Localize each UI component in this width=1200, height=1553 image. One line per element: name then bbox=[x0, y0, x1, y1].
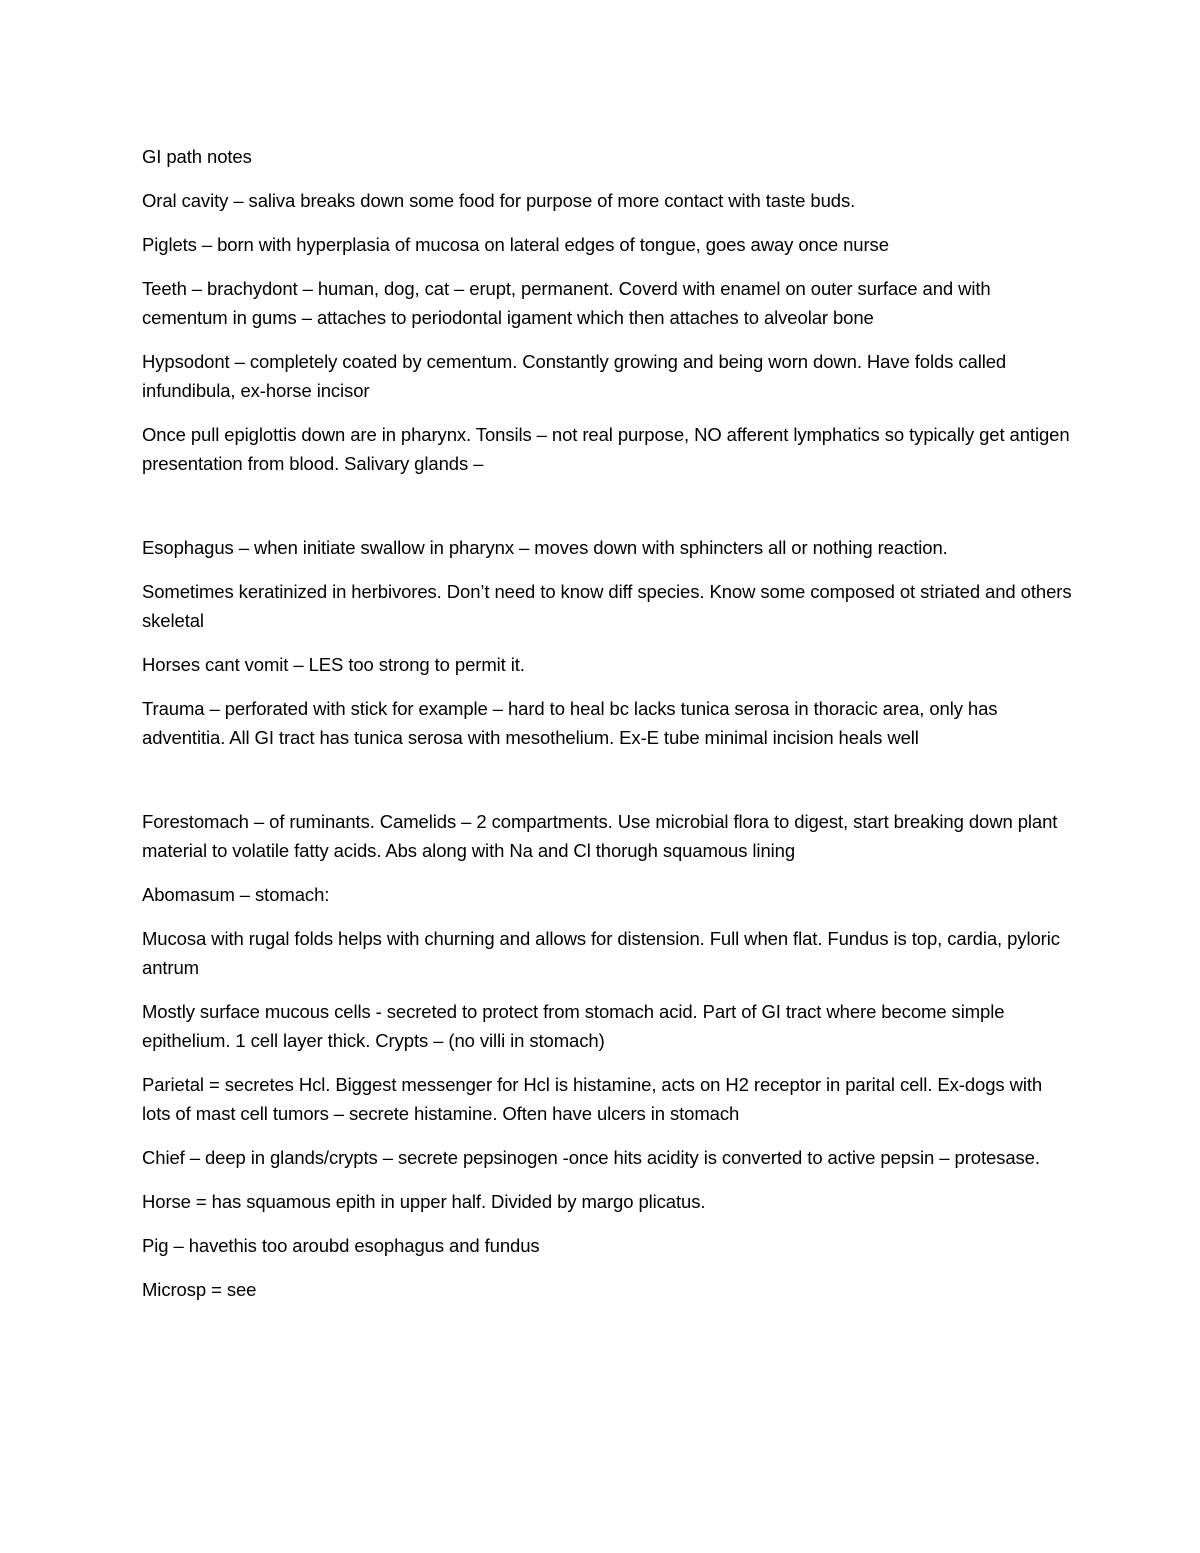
note-paragraph: Horses cant vomit – LES too strong to permit it. bbox=[142, 654, 525, 675]
note-paragraph: Hypsodont – completely coated by cementum. Constantly growing and being worn down. Have folds called infundibula, ex-horse incisor bbox=[142, 351, 1007, 401]
note-paragraph: Trauma – perforated with stick for example – hard to heal bc lacks tunica serosa in thoracic area, only has adventitia. All GI tract has tunica serosa with mesothelium. Ex-E tube minimal incision heals well bbox=[142, 698, 998, 748]
note-paragraph: Esophagus – when initiate swallow in pharynx – moves down with sphincters all or nothing reaction. bbox=[142, 537, 948, 558]
section-esophagus bbox=[142, 533, 1072, 752]
document-title: GI path notes bbox=[142, 146, 252, 167]
section-spacer bbox=[142, 493, 1072, 533]
note-paragraph: Sometimes keratinized in herbivores. Don’t need to know diff species. Know some composed ot striated and others skeletal bbox=[142, 581, 1072, 631]
document-body bbox=[142, 142, 1072, 1319]
note-paragraph: Mostly surface mucous cells - secreted to protect from stomach acid. Part of GI tract where become simple epithelium. 1 cell layer thick. Crypts – (no villi in stomach) bbox=[142, 1001, 1005, 1051]
section-oral-cavity bbox=[142, 186, 1072, 478]
note-paragraph: Teeth – brachydont – human, dog, cat – erupt, permanent. Coverd with enamel on outer surface and with cementum in gums – attaches to periodontal igament which then attaches to alveolar bone bbox=[142, 278, 991, 328]
note-paragraph: Mucosa with rugal folds helps with churning and allows for distension. Full when flat. Fundus is top, cardia, pyloric antrum bbox=[142, 928, 1060, 978]
note-paragraph: Forestomach – of ruminants. Camelids – 2 compartments. Use microbial flora to digest, start breaking down plant material to volatile fatty acids. Abs along with Na and Cl thorugh squamous lining bbox=[142, 811, 1058, 861]
section-spacer bbox=[142, 767, 1072, 807]
note-paragraph: Parietal = secretes Hcl. Biggest messenger for Hcl is histamine, acts on H2 receptor in parital cell. Ex-dogs with lots of mast cell tumors – secrete histamine. Often have ulcers in stomach bbox=[142, 1074, 1043, 1124]
note-paragraph: Horse = has squamous epith in upper half. Divided by margo plicatus. bbox=[142, 1191, 706, 1212]
note-paragraph: Microsp = see bbox=[142, 1279, 257, 1300]
section-stomach bbox=[142, 807, 1072, 1304]
note-paragraph: Chief – deep in glands/crypts – secrete pepsinogen -once hits acidity is converted to active pepsin – protesase. bbox=[142, 1147, 1040, 1168]
note-paragraph: Piglets – born with hyperplasia of mucosa on lateral edges of tongue, goes away once nurse bbox=[142, 234, 889, 255]
note-paragraph: Abomasum – stomach: bbox=[142, 884, 330, 905]
note-paragraph: Pig – havethis too aroubd esophagus and fundus bbox=[142, 1235, 540, 1256]
note-paragraph: Once pull epiglottis down are in pharynx. Tonsils – not real purpose, NO afferent lymphatics so typically get antigen presentation from blood. Salivary glands – bbox=[142, 424, 1070, 474]
note-paragraph: Oral cavity – saliva breaks down some food for purpose of more contact with taste buds. bbox=[142, 190, 856, 211]
